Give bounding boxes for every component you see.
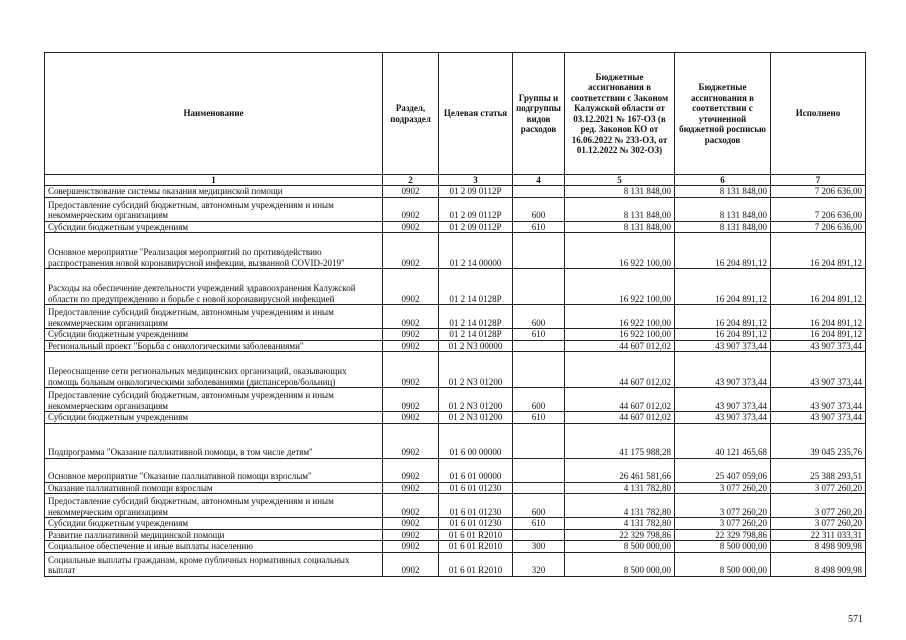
row-article: 01 6 01 01230 [439,482,513,494]
row-section: 0902 [383,541,439,553]
row-section: 0902 [383,412,439,424]
row-executed: 7 206 636,00 [771,186,866,198]
table-row [45,329,866,341]
row-group: 600 [513,494,565,518]
row-refined-allocation: 43 907 373,44 [675,352,771,388]
table-row [45,529,866,541]
row-name: Предоставление субсидий бюджетным, автономным учреждениям и иным некоммерческим организациям [45,494,383,518]
column-number-row [45,175,866,186]
row-article: 01 2 N3 01200 [439,352,513,388]
row-section: 0902 [383,494,439,518]
row-article: 01 2 14 0128Р [439,305,513,329]
header-refined-allocations: Бюджетные ассигнования в соответствии с уточненной бюджетной росписью расходов [675,53,771,175]
row-section: 0902 [383,352,439,388]
row-refined-allocation: 3 077 260,20 [675,482,771,494]
table-row [45,340,866,352]
table-row [45,412,866,424]
column-number: 7 [771,175,866,186]
row-refined-allocation: 3 077 260,20 [675,494,771,518]
row-law-allocation: 44 607 012,02 [565,412,675,424]
row-executed: 16 204 891,12 [771,305,866,329]
row-name: Совершенствование системы оказания медицинской помощи [45,186,383,198]
table-row [45,552,866,576]
row-group [513,458,565,482]
row-article: 01 2 N3 01200 [439,388,513,412]
row-law-allocation: 8 131 848,00 [565,221,675,233]
row-refined-allocation: 8 131 848,00 [675,197,771,221]
row-group [513,352,565,388]
row-law-allocation: 44 607 012,02 [565,388,675,412]
row-section: 0902 [383,329,439,341]
row-law-allocation: 4 131 782,80 [565,518,675,530]
table-row [45,352,866,388]
row-section: 0902 [383,305,439,329]
budget-table-container [44,52,865,577]
row-section: 0902 [383,186,439,198]
row-name: Социальные выплаты гражданам, кроме публичных нормативных социальных выплат [45,552,383,576]
row-name: Основное мероприятие "Реализация мероприятий по противодействию распространения новой коронавирусной инфекции, вызванной COVID-2019" [45,233,383,269]
table-row [45,458,866,482]
row-name: Субсидии бюджетным учреждениям [45,412,383,424]
row-law-allocation: 41 175 988,28 [565,423,675,458]
column-number: 3 [439,175,513,186]
row-law-allocation: 8 500 000,00 [565,541,675,553]
row-refined-allocation: 25 407 059,06 [675,458,771,482]
row-article: 01 2 09 0112Р [439,221,513,233]
row-executed: 8 498 909,98 [771,541,866,553]
row-name: Субсидии бюджетным учреждениям [45,518,383,530]
row-group: 610 [513,412,565,424]
row-group [513,269,565,305]
row-section: 0902 [383,552,439,576]
table-row [45,423,866,458]
row-name: Социальное обеспечение и иные выплаты населению [45,541,383,553]
table-body [45,186,866,577]
row-law-allocation: 8 131 848,00 [565,186,675,198]
row-executed: 16 204 891,12 [771,329,866,341]
row-law-allocation: 26 461 581,66 [565,458,675,482]
row-executed: 25 388 293,51 [771,458,866,482]
row-law-allocation: 16 922 100,00 [565,305,675,329]
row-executed: 3 077 260,20 [771,494,866,518]
row-article: 01 6 01 R2010 [439,541,513,553]
row-group: 600 [513,197,565,221]
row-law-allocation: 16 922 100,00 [565,269,675,305]
row-article: 01 2 N3 01200 [439,412,513,424]
row-executed: 43 907 373,44 [771,352,866,388]
row-refined-allocation: 16 204 891,12 [675,233,771,269]
row-refined-allocation: 3 077 260,20 [675,518,771,530]
row-law-allocation: 44 607 012,02 [565,340,675,352]
row-name: Развитие паллиативной медицинской помощи [45,529,383,541]
column-number: 2 [383,175,439,186]
row-group [513,423,565,458]
row-section: 0902 [383,340,439,352]
row-executed: 43 907 373,44 [771,340,866,352]
header-article: Целевая статья [439,53,513,175]
row-group [513,233,565,269]
row-refined-allocation: 8 131 848,00 [675,186,771,198]
row-article: 01 6 00 00000 [439,423,513,458]
row-section: 0902 [383,518,439,530]
row-group [513,482,565,494]
table-row [45,197,866,221]
row-group: 600 [513,305,565,329]
row-article: 01 6 01 R2010 [439,552,513,576]
row-section: 0902 [383,482,439,494]
row-refined-allocation: 16 204 891,12 [675,269,771,305]
header-section: Раздел, подраздел [383,53,439,175]
row-article: 01 2 14 0128Р [439,269,513,305]
row-executed: 16 204 891,12 [771,269,866,305]
table-row [45,233,866,269]
row-refined-allocation: 16 204 891,12 [675,305,771,329]
table-row [45,221,866,233]
row-law-allocation: 4 131 782,80 [565,494,675,518]
row-article: 01 2 N3 00000 [439,340,513,352]
row-executed: 43 907 373,44 [771,388,866,412]
row-refined-allocation: 8 500 000,00 [675,552,771,576]
row-law-allocation: 16 922 100,00 [565,329,675,341]
row-name: Субсидии бюджетным учреждениям [45,329,383,341]
header-group: Группы и подгруппы видов расходов [513,53,565,175]
row-section: 0902 [383,269,439,305]
table-row [45,541,866,553]
row-section: 0902 [383,423,439,458]
header-law-allocations: Бюджетные ассигнования в соответствии с Законом Калужской области от 03.12.2021 № 167-ОЗ (в ред. Законов КО от 16.06.2022 № 233-ОЗ, от 01.12.2022 № 302-ОЗ) [565,53,675,175]
table-row [45,482,866,494]
row-executed: 7 206 636,00 [771,197,866,221]
row-article: 01 6 01 R2010 [439,529,513,541]
table-row [45,388,866,412]
row-section: 0902 [383,197,439,221]
row-group [513,186,565,198]
row-group [513,340,565,352]
row-refined-allocation: 8 131 848,00 [675,221,771,233]
table-row [45,305,866,329]
row-group [513,529,565,541]
row-law-allocation: 8 500 000,00 [565,552,675,576]
row-executed: 16 204 891,12 [771,233,866,269]
row-law-allocation: 8 131 848,00 [565,197,675,221]
row-section: 0902 [383,529,439,541]
row-name: Расходы на обеспечение деятельности учреждений здравоохранения Калужской области по предупреждению и борьбе с новой коронавирусной инфекцией [45,269,383,305]
row-refined-allocation: 40 121 465,68 [675,423,771,458]
row-law-allocation: 16 922 100,00 [565,233,675,269]
column-number: 4 [513,175,565,186]
row-name: Предоставление субсидий бюджетным, автономным учреждениям и иным некоммерческим организациям [45,388,383,412]
row-article: 01 2 14 00000 [439,233,513,269]
row-group: 610 [513,221,565,233]
row-section: 0902 [383,221,439,233]
row-executed: 3 077 260,20 [771,482,866,494]
row-refined-allocation: 43 907 373,44 [675,412,771,424]
row-section: 0902 [383,233,439,269]
header-name: Наименование [45,53,383,175]
row-group: 600 [513,388,565,412]
row-article: 01 2 09 0112Р [439,197,513,221]
row-refined-allocation: 22 329 798,86 [675,529,771,541]
table-row [45,269,866,305]
row-executed: 43 907 373,44 [771,412,866,424]
table-row [45,494,866,518]
row-executed: 8 498 909,98 [771,552,866,576]
row-article: 01 6 01 00000 [439,458,513,482]
header-row [45,53,866,175]
row-refined-allocation: 43 907 373,44 [675,388,771,412]
column-number: 5 [565,175,675,186]
table-row [45,186,866,198]
row-refined-allocation: 43 907 373,44 [675,340,771,352]
row-law-allocation: 44 607 012,02 [565,352,675,388]
row-group: 610 [513,329,565,341]
row-group: 320 [513,552,565,576]
row-executed: 39 045 235,76 [771,423,866,458]
row-group: 610 [513,518,565,530]
row-name: Предоставление субсидий бюджетным, автономным учреждениям и иным некоммерческим организациям [45,197,383,221]
row-name: Оказание паллиативной помощи взрослым [45,482,383,494]
row-executed: 22 311 033,31 [771,529,866,541]
page-number: 571 [848,614,863,625]
row-name: Основное мероприятие "Оказание паллиативной помощи взрослым" [45,458,383,482]
row-article: 01 6 01 01230 [439,494,513,518]
row-refined-allocation: 16 204 891,12 [675,329,771,341]
row-article: 01 6 01 01230 [439,518,513,530]
table-row [45,518,866,530]
row-law-allocation: 22 329 798,86 [565,529,675,541]
row-name: Предоставление субсидий бюджетным, автономным учреждениям и иным некоммерческим организациям [45,305,383,329]
row-law-allocation: 4 131 782,80 [565,482,675,494]
header-executed: Исполнено [771,53,866,175]
row-executed: 7 206 636,00 [771,221,866,233]
row-refined-allocation: 8 500 000,00 [675,541,771,553]
row-article: 01 2 14 0128Р [439,329,513,341]
row-article: 01 2 09 0112Р [439,186,513,198]
row-name: Региональный проект "Борьба с онкологическими заболеваниями" [45,340,383,352]
row-name: Переоснащение сети региональных медицинских организаций, оказывающих помощь больным онкологическими заболеваниями (диспансеров/больниц) [45,352,383,388]
column-number: 1 [45,175,383,186]
row-section: 0902 [383,388,439,412]
row-executed: 3 077 260,20 [771,518,866,530]
row-section: 0902 [383,458,439,482]
column-number: 6 [675,175,771,186]
row-group: 300 [513,541,565,553]
row-name: Субсидии бюджетным учреждениям [45,221,383,233]
budget-table [44,52,866,577]
row-name: Подпрограмма "Оказание паллиативной помощи, в том числе детям" [45,423,383,458]
